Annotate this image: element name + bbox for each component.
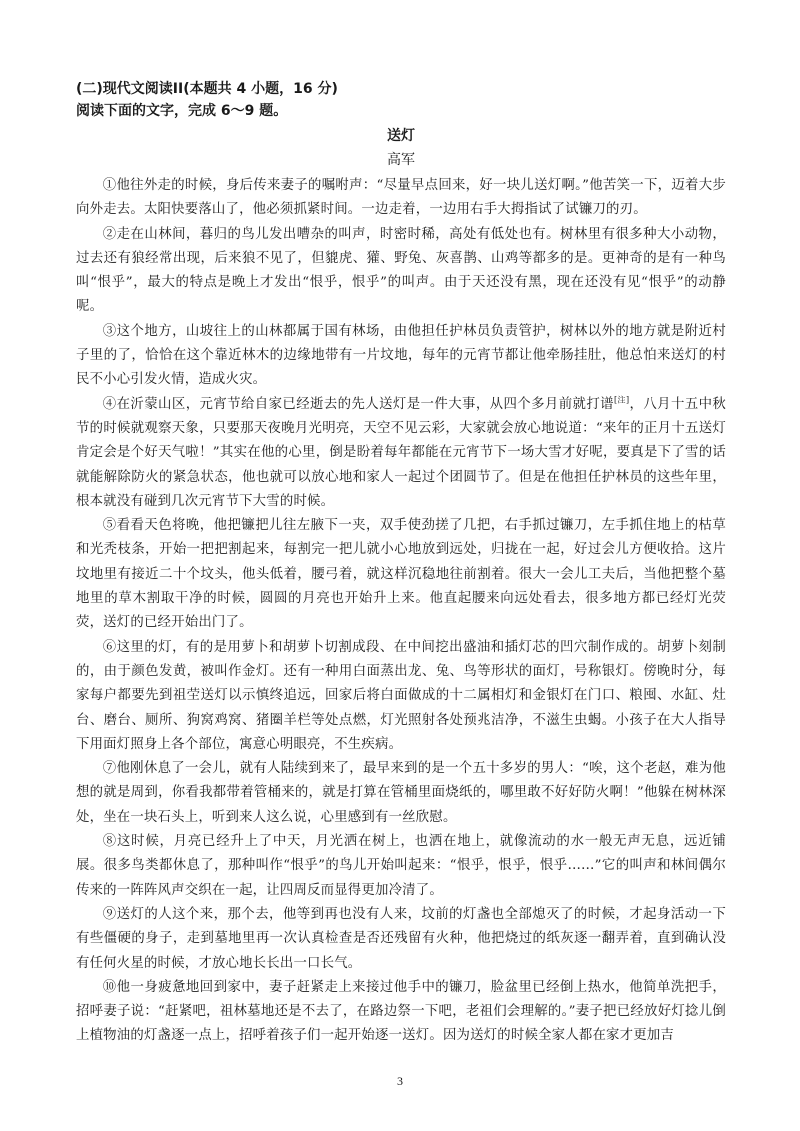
paragraph-5: ⑤看看天色将晚，他把镰把儿往左腋下一夹，双手使劲搓了几把，右手抓过镰刀，左手抓住地上的枯草和光秃枝条，开始一把把割起来，每割完一把儿就小心地放到远处，归拢在一起，好过会儿方便收拾。这片坟地里有接近二十个坟头，他头低着，腰弓着，就这样沉稳地往前割着。很大一会儿工夫后，当他把整个墓地里的草木割取干净的时候，圆圆的月亮也开始升上来。他直起腰来向远处看去，很多地方都已经灯光荧荧，送灯的已经开始出门了。 [76,518,726,631]
page-number: 3 [397,1074,403,1088]
paragraph-7: ⑦他刚休息了一会儿，就有人陆续到来了，最早来到的是一个五十多岁的男人：“唉，这个老赵，难为他想的就是周到，你看我都带着管桶来的，就是打算在管桶里面烧纸的，哪里敢不好好防火啊！”他躲在树林深处，坐在一块石头上，听到来人这么说，心里感到有一丝欣慰。 [76,761,726,825]
paragraph-10: ⑩他一身疲惫地回到家中，妻子赶紧走上来接过他手中的镰刀，脸盆里已经倒上热水，他简单洗把手，招呼妻子说：“赶紧吧，祖林墓地还是不去了，在路边祭一下吧，老祖们会理解的。”妻子把已经放好灯捻儿倒上植物油的灯盏逐一点上，招呼着孩子们一起开始逐一送灯。因为送灯的时候全家人都在家才更加吉 [76,979,726,1044]
paragraph-1: ①他往外走的时候，身后传来妻子的嘱咐声：“尽量早点回来，好一块儿送灯啊。”他苦笑一下，迈着大步向外走去。太阳快要落山了，他必须抓紧时间。一边走着，一边用右手大拇指试了试镰刀的刃。 [76,178,726,218]
paragraph-3: ③这个地方，山坡往上的山林都属于国有林场，由他担任护林员负责管护，树林以外的地方就是附近村子里的了，恰恰在这个靠近林木的边缘地带有一片坟地，每年的元宵节都让他牵肠挂肚，他总怕来送灯的村民不小心引发火情，造成火灾。 [76,323,726,388]
paragraph-9: ⑨送灯的人这个来，那个去，他等到再也没有人来，坟前的灯盏也全部熄灭了的时候，才起身活动一下有些僵硬的身子，走到墓地里再一次认真检查是否还残留有火种，他把烧过的纸灰逐一翻弄着，直到确认没有任何火星的时候，才放心地长长出一口长气。 [76,906,726,971]
paragraph-4 [76,393,726,514]
annotation-mark: [注] [613,395,630,405]
article-title: 送灯 [387,128,415,144]
paragraph-8: ⑧这时候，月亮已经升上了中天，月光洒在树上，也洒在地上，就像流动的水一般无声无息，远近铺展。很多鸟类都休息了，那种叫作“恨乎”的鸟儿开始叫起来：“恨乎，恨乎，恨乎……”它的叫声和林间偶尔传来的一阵阵风声交织在一起，让四周反而显得更加冷清了。 [76,834,726,898]
paragraph-6: ⑥这里的灯，有的是用萝卜和胡萝卜切割成段、在中间挖出盛油和插灯芯的凹穴制作成的。胡萝卜刻制的，由于颜色发黄，被叫作金灯。还有一种用白面蒸出龙、兔、鸟等形状的面灯，号称银灯。傍晚时分，每家每户都要先到祖茔送灯以示慎终追远，回家后将白面做成的十二属相灯和金银灯在门口、粮囤、水缸、灶台、磨台、厕所、狗窝鸡窝、猪圈羊栏等处点燃，灯光照射各处预兆洁净，不滋生虫蝎。小孩子在大人指导下用面灯照身上各个部位，寓意心明眼亮，不生疾病。 [76,639,726,752]
paragraph-2: ②走在山林间，暮归的鸟儿发出嘈杂的叫声，时密时稀，高处有低处也有。树林里有很多种大小动物，过去还有狼经常出现，后来狼不见了，但貔虎、獾、野兔、灰喜鹊、山鸡等都多的是。更神奇的是有一种鸟叫“恨乎”，最大的特点是晚上才发出“恨乎，恨乎”的叫声。由于天还没有黑，现在还没有见“恨乎”的动静呢。 [76,226,726,315]
section-heading: (二)现代文阅读II(本题共 4 小题，16 分) [76,81,338,97]
paragraph-4-text-a: ④在沂蒙山区，元宵节给自家已经逝去的先人送灯是一件大事，从四个多月前就打谱 [102,396,614,412]
document-page [76,78,726,1049]
reading-instruction: 阅读下面的文字，完成 6～9 题。 [76,103,288,119]
article-author: 高军 [387,152,415,168]
paragraph-4-text-b: ，八月十五中秋节的时候就观察天象，只要那天夜晚月光明亮，天空不见云彩，大家就会放心地说道：“来年的正月十五送灯肯定会是个好天气啦！”其实在他的心里，倒是盼着每年都能在元宵节下一场大雪才好呢，要真是下了雪的话就能解除防火的紧急状态，他也就可以放心地和家人一起过个团圆节了。但是在他担任护林员的这些年里，根本就没有碰到几次元宵节下大雪的时候。 [76,396,726,509]
